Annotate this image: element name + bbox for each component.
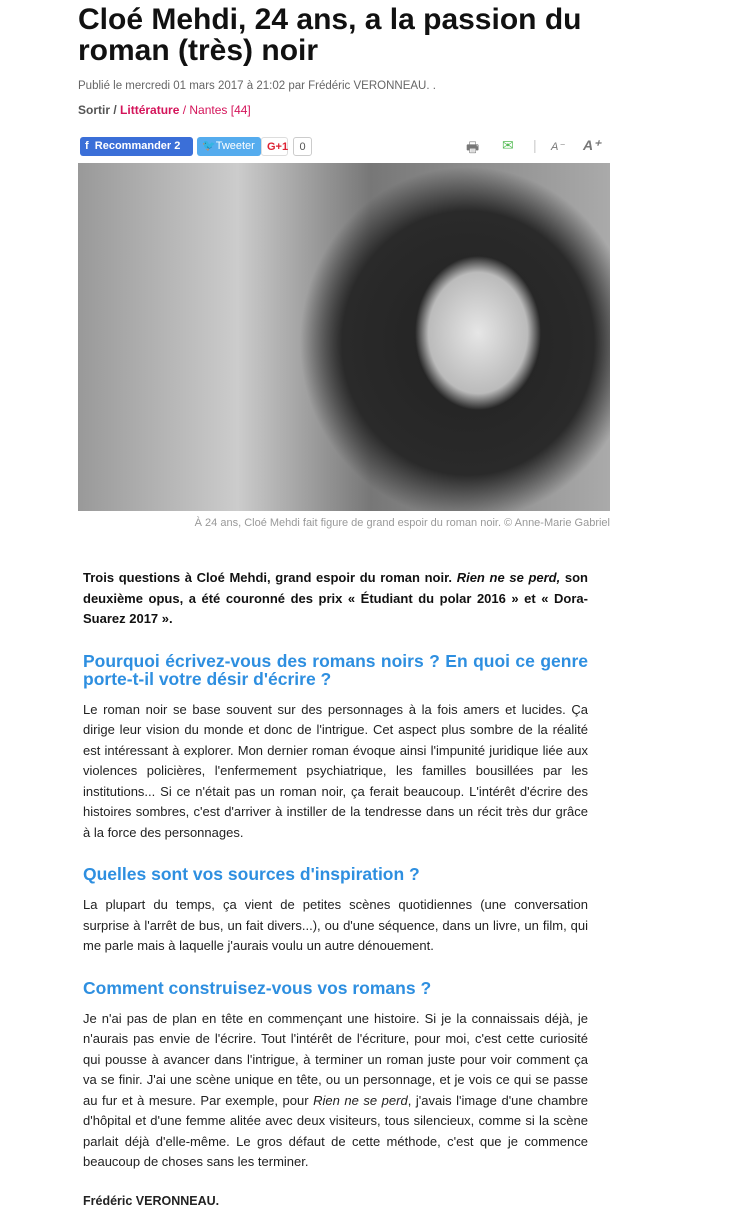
question-heading: Quelles sont vos sources d'inspiration ? xyxy=(83,865,588,883)
article-header xyxy=(78,4,610,529)
book-title: Rien ne se perd xyxy=(313,1093,408,1108)
breadcrumb xyxy=(78,103,610,117)
question-heading: Comment construisez-vous vos romans ? xyxy=(83,979,588,997)
answer-paragraph xyxy=(83,1009,588,1173)
email-icon[interactable]: ✉ xyxy=(502,137,514,154)
print-icon[interactable]: 🖶 xyxy=(466,137,479,161)
publish-meta: Publié le mercredi 01 mars 2017 à 21:02 par Frédéric VERONNEAU. . xyxy=(78,80,610,92)
facebook-icon: f xyxy=(85,140,95,152)
question-heading: Pourquoi écrivez-vous des romans noirs ? En quoi ce genre porte-t-il votre désir d'écrire ? xyxy=(83,652,588,688)
tw-label: Tweeter xyxy=(216,140,255,152)
article-photo xyxy=(78,163,610,511)
sep: / xyxy=(110,103,120,117)
answer-text: , j'avais l'image d'une chambre d'hôpital et d'une femme alitée avec deux visiteurs, tous silencieux, comme si la scène parlait déjà d'elle-même. Le gros défaut de cette méthode, c'est que je commence beaucoup de choses sans les terminer. xyxy=(83,1093,588,1170)
twitter-icon: 🐦 xyxy=(202,140,216,152)
breadcrumb-sortir[interactable]: Sortir xyxy=(78,103,110,117)
tweet-button[interactable] xyxy=(197,137,261,156)
lead-paragraph xyxy=(83,568,588,630)
answer-text: Je n'ai pas de plan en tête en commençant une histoire. Si je la connaissais déjà, je n'aurais pas envie de l'écrire. Tout l'intérêt de l'écriture, pour moi, c'est cette curiosité qui pousse à avancer dans l'intrigue, à terminer un roman juste pour voir comment ça va se finir. J'ai une scène unique en tête, ou un personnage, et je vois ce qui se passe au fur et à mesure. Par exemple, pour xyxy=(83,1011,588,1108)
breadcrumb-litterature[interactable]: Littérature xyxy=(120,103,179,117)
answer-paragraph: La plupart du temps, ça vient de petites scènes quotidiennes (une conversation surprise à l'arrêt de bus, un fait divers...), ou d'une séquence, dans un livre, un film, qui me parle mais à laquelle j'aurais voulu un autre dénouement. xyxy=(83,895,588,957)
lead-text: Trois questions à Cloé Mehdi, grand espoir du roman noir. xyxy=(83,570,457,585)
article-body xyxy=(83,568,588,1211)
facebook-recommend-button[interactable] xyxy=(80,137,193,156)
lead-book-title: Rien ne se perd, xyxy=(457,570,561,585)
gplus-count: 0 xyxy=(293,137,312,156)
fb-label: Recommander 2 xyxy=(95,140,181,152)
photo-caption: À 24 ans, Cloé Mehdi fait figure de grand espoir du roman noir. © Anne-Marie Gabriel xyxy=(78,517,610,529)
share-bar xyxy=(78,137,610,159)
breadcrumb-nantes[interactable]: Nantes [44] xyxy=(189,103,250,117)
author-signature: Frédéric VERONNEAU. xyxy=(83,1191,588,1211)
divider: | xyxy=(533,137,537,153)
answer-paragraph: Le roman noir se base souvent sur des personnages à la fois amers et lucides. Ça dirige leur vision du monde et donc de l'intrigue. Cet aspect plus sombre de la réalité est intéressant à explorer. Mon dernier roman évoque ainsi l'impunité juridique liée aux violences policières, l'enfermement psychiatrique, les familles bousillées par les institutions... Si ce n'était pas un roman noir, ça ferait beaucoup. L'intérêt d'écrire des histoires sombres, c'est d'arriver à instiller de la tendresse dans un récit très dur grâce à la force des personnages. xyxy=(83,700,588,844)
gplus-button[interactable]: G+1 xyxy=(261,137,288,156)
page-title: Cloé Mehdi, 24 ans, a la passion du roman (très) noir xyxy=(78,4,610,66)
font-decrease-icon[interactable]: A⁻ xyxy=(551,140,564,153)
sep: / xyxy=(179,103,189,117)
font-increase-icon[interactable]: A⁺ xyxy=(583,137,601,154)
lead-text: son deuxième opus, a été couronné des prix « Étudiant du polar 2016 » et « Dora-Suarez 2017 ». xyxy=(83,570,588,626)
